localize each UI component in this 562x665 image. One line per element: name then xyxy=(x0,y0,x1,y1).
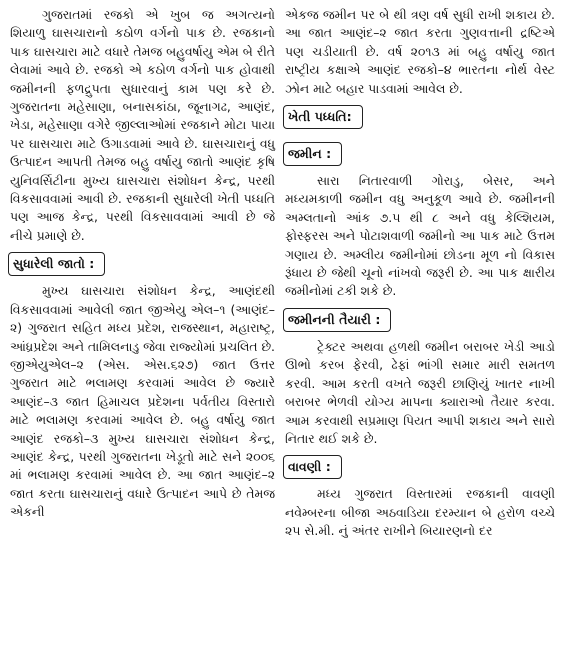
heading-land: જમીન : xyxy=(283,142,342,166)
heading-improved-varieties: સુધારેલી જાતો : xyxy=(8,252,105,276)
heading-land-preparation: જમીનની તૈયારી : xyxy=(283,308,391,332)
intro-paragraph: ગુજરાતમાં રજકો એ ખુબ જ અગત્યનો શિયાળુ ઘાસચારાનો કઠોળ વર્ગનો પાક છે. રજકાનો પાક ઘાસચારા માટે વધારે તેમજ બહુવર્ષાયુ એમ બે રીતે લેવામાં આવે છે. રજકો એ કઠોળ વર્ગનો પાક હોવાથી જમીનની ફળદ્રુપતા સુધારવાનું કામ પણ કરે છે. ગુજરાતના મહેસાણા, બનાસકાંઠા, જૂનાગઢ, આણંદ, ખેડા, મહેસાણા વગેરે જીલ્લાઓમાં રજકાને મોટા પાયા પર ઘાસચારા માટે ઉગાડવામાં આવે છે. ઘાસચારાનું વધુ ઉત્પાદન આપતી તેમજ બહુ વર્ષાયુ જાતો આણંદ કૃષિ યુનિવર્સિટીના મુખ્ય ઘાસચારા સંશોધન કેન્દ્ર, પરથી વિકસાવવામાં આવી છે. રજકાની સુધારેલી ખેતી પધ્ધતિ પણ આજ કેન્દ્ર, પરથી વિકસાવવામાં આવી છે જે નીચે પ્રમાણે છે. xyxy=(10,7,275,243)
sowing-paragraph: મધ્ય ગુજરાત વિસ્તારમાં રજકાની વાવણી નવેમ્બરના બીજા અઠવાડિયા દરમ્યાન બે હરોળ વચ્ચે ૨૫ સે.મી. નું અંતર રાખીને બિયારણનો દર xyxy=(285,486,555,539)
heading-cultivation-methods: ખેતી પધ્ધતિ: xyxy=(283,105,363,129)
right-column xyxy=(285,6,555,541)
preparation-paragraph: ટ્રેક્ટર અથવા હળથી જમીન બરાબર ખેડી આડો ઊભો કરબ ફેરવી, ઢેફાં ભાંગી સમાર મારી સમતળ કરવી. આમ કરતી વખતે જરૂરી છાણિયું ખાતર નાખી બરાબર ભેળવી યોગ્ય માપના ક્યારાઓ તૈયાર કરવા. આમ કરવાથી સપ્રમાણ પિયત આપી શકાય અને સારો નિતાર થઈ શકે છે. xyxy=(285,338,555,446)
continuation-paragraph: એકજ જમીન પર બે થી ત્રણ વર્ષ સુધી રાખી શકાય છે. આ જાત આણંદ–૨ જાત કરતા ગુણવત્તાની દ્રષ્ટિએ પણ ચડીયાતી છે. વર્ષ ૨૦૧૩ માં બહુ વર્ષાયુ જાત રાષ્ટ્રીય કક્ષાએ આણંદ રજકો–૪ ભારતના નોર્થ વેસ્ટ ઝોન માટે બહાર પાડવામાં આવેલ છે. xyxy=(285,7,555,96)
heading-sowing: વાવણી : xyxy=(283,455,342,479)
varieties-paragraph: મુખ્ય ઘાસચારા સંશોધન કેન્દ્ર, આણંદથી વિકસાવવામાં આવેલી જાત જીએયુ એલ–૧ (આણંદ–૨) ગુજરાત સહિત મધ્ય પ્રદેશ, રાજસ્થાન, મહારાષ્ટ્ર, આંધ્રપ્રદેશ અને તામિલનાડુ જેવા રાજ્યોમાં પ્રચલિત છે. જીએયુએલ–૨ (એસ. એસ.૬૨૭) જાત ઉત્તર ગુજરાત માટે ભલામણ કરવામાં આવેલ છે જ્યારે આણંદ–૩ જાત હિમાચલ પ્રદેશના પર્વતીય વિસ્તારો માટે ભલામણ કરવામાં આવેલ છે. બહુ વર્ષાયુ જાત આણંદ રજકો–૩ મુખ્ય ઘાસચારા સંશોધન કેન્દ્ર, આણંદ કેન્દ્ર, પરથી ગુજરાતના ખેડૂતો માટે સને ૨૦૦૬ માં ભલામણ કરવામાં આવેલ છે. આ જાત આણંદ–૨ જાત કરતા ઘાસચારાનું વધારે ઉત્પાદન આપે છે તેમજ એકની xyxy=(10,283,275,520)
land-paragraph: સારા નિતારવાળી ગોરાડુ, બેસર, અને મધ્યમકાળી જમીન વધુ અનુકૂળ આવે છે. જમીનની અમ્લતાનો આંક ૭.૫ થી ૮ અને વધુ કેલ્શિયમ, ફોસ્ફરસ અને પોટાશવાળી જમીનો આ પાક માટે ઉત્તમ ગણાય છે. અમ્લીય જમીનોમાં છોડના મૂળ નો વિકાસ રૂંધાય છે જેથી ચૂનો નાંખવો જરૂરી છે. આ પાક ક્ષારીય જમીનોમાં ટકી શકે છે. xyxy=(285,173,555,299)
left-column xyxy=(10,6,275,522)
